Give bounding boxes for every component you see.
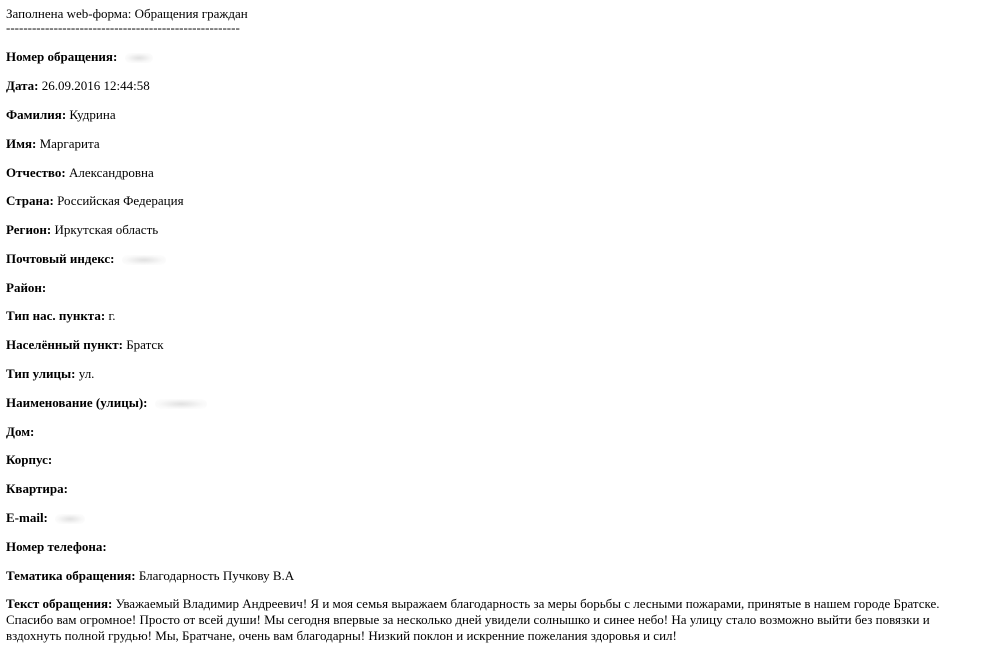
field-email [6,510,85,526]
message-text: Уважаемый Владимир Андреевич! Я и моя семья выражаем благодарность за меры борьбы с лесными пожарами, принятые в нашем городе Братске. Спасибо вам огромное! Просто от всей души! Мы сегодня впервые за несколько дней увидели солнышко и синее небо! На улицу стало возможно выйти без повязки и вздохнуть полной грудью! Мы, Братчане, очень вам благодарны! Низкий поклон и искренние пожелания здоровья и сил! [6,596,940,643]
field-value: г. [108,308,116,323]
field-apartment [6,481,68,497]
field-value: Маргарита [39,136,100,151]
field-value: Российская Федерация [57,193,184,208]
field-settlement [6,337,164,353]
field-label: Регион: [6,222,52,237]
field-label: Дом: [6,424,35,439]
field-label: Тип улицы: [6,366,76,381]
field-label: Фамилия: [6,107,67,122]
field-house [6,424,34,440]
field-value: ул. [78,366,95,381]
field-topic [6,568,294,584]
field-value: Иркутская область [54,222,159,237]
field-phone [6,539,107,555]
field-patronymic [6,165,154,181]
field-street-type [6,366,94,382]
field-label: Квартира: [6,481,68,496]
field-country [6,193,184,209]
field-last-name [6,107,116,123]
field-street-name [6,395,207,411]
field-building [6,452,52,468]
field-label: Почтовый индекс: [6,251,115,266]
field-value: Александровна [68,165,154,180]
field-label: E-mail: [6,510,48,525]
field-postal-code [6,251,166,267]
redacted-blur [125,53,153,63]
field-value: Благодарность Пучкову В.А [138,568,295,583]
field-label: Номер обращения: [6,49,118,64]
email-subject: Заполнена web-форма: Обращения граждан [6,6,248,21]
field-label: Тип нас. пункта: [6,308,106,323]
field-label: Населённый пункт: [6,337,123,352]
field-label: Наименование (улицы): [6,395,148,410]
redacted-blur [155,399,207,409]
redacted-blur [55,514,85,524]
field-first-name [6,136,100,152]
field-value: Братск [126,337,164,352]
divider-line: ------------------------------------------------------ [6,20,240,35]
field-label: Отчество: [6,165,66,180]
field-label: Текст обращения: [6,596,113,611]
field-label: Тематика обращения: [6,568,136,583]
redacted-blur [122,255,166,265]
field-request-number [6,49,153,65]
field-region [6,222,158,238]
field-label: Страна: [6,193,54,208]
field-message [6,596,988,644]
field-label: Район: [6,280,47,295]
field-label: Номер телефона: [6,539,107,554]
field-label: Имя: [6,136,37,151]
field-district [6,280,46,296]
field-label: Дата: [6,78,39,93]
field-date [6,78,150,94]
field-label: Корпус: [6,452,53,467]
field-value: Кудрина [69,107,116,122]
field-value: 26.09.2016 12:44:58 [41,78,150,93]
field-settlement-type [6,308,116,324]
